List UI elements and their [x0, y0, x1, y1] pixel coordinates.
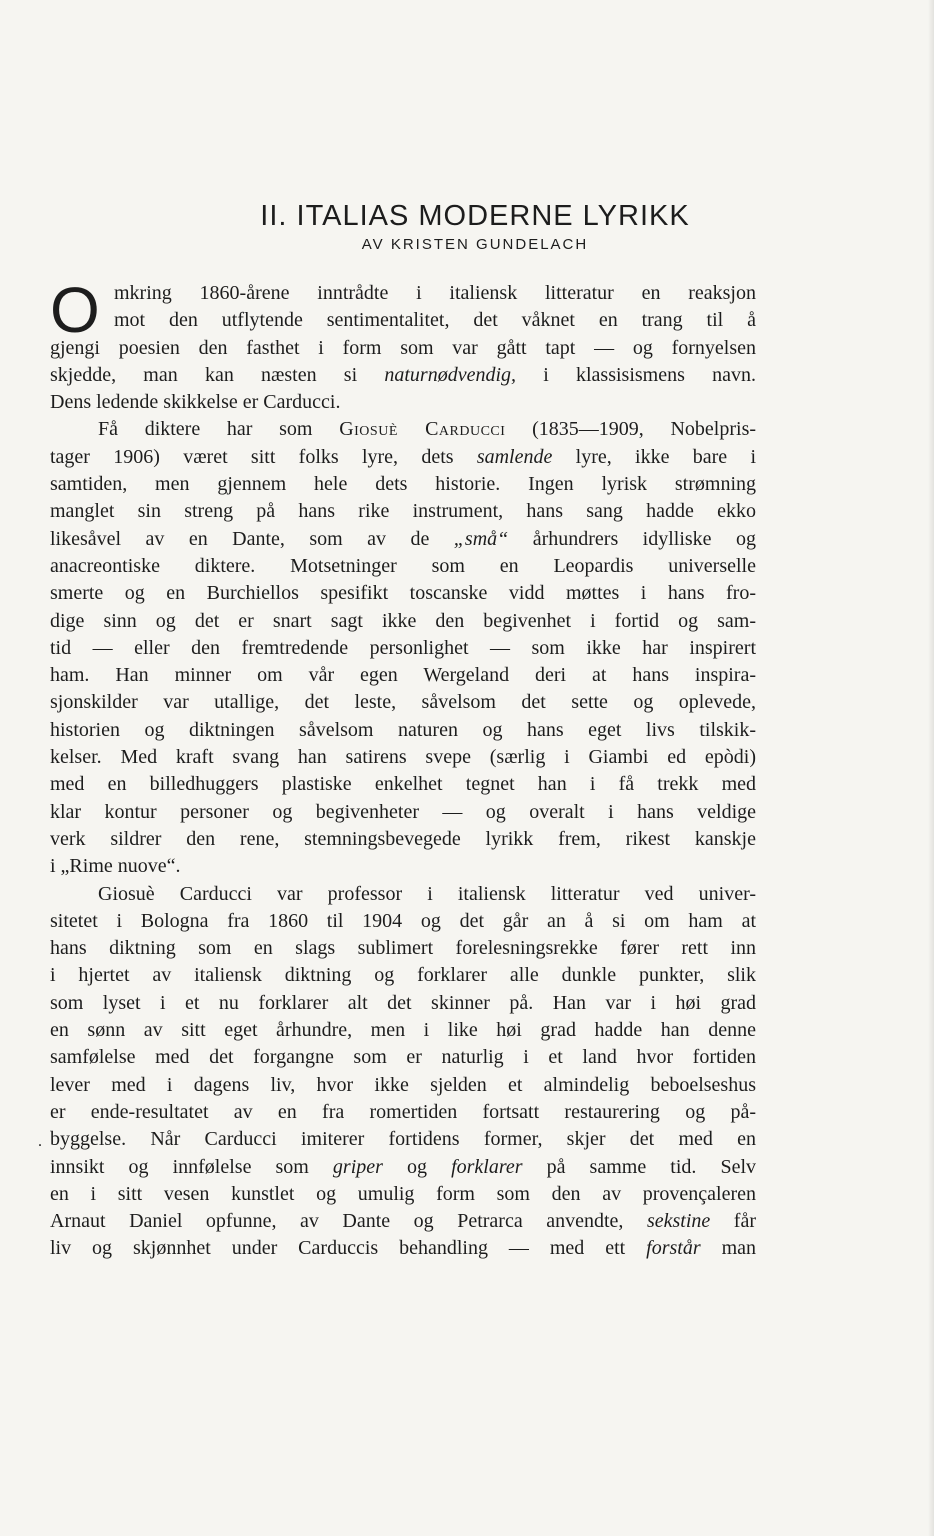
text-segment: byggelse. Når Carducci imiterer fortidens former, skjer det med en [50, 1128, 756, 1151]
italic-text: samlende [476, 445, 553, 468]
text-segment: historien og diktningen såvelsom naturen og hans eget livs tilskik- [50, 718, 756, 741]
text-segment: og [382, 1155, 452, 1178]
text-line [50, 444, 756, 471]
text-segment: klar kontur personer og begivenheter — og overalt i hans veldige [50, 800, 756, 823]
text-segment: (1835—1909, Nobelpris- [505, 418, 756, 441]
text-line [50, 553, 756, 580]
text-segment: lever med i dagens liv, hvor ikke sjelden et almindelig beboelseshus [50, 1073, 756, 1096]
text-line [50, 1126, 756, 1153]
text-line [50, 962, 756, 989]
text-segment: anacreontiske diktere. Motsetninger som en Leopardis universelle [50, 554, 756, 577]
text-line [50, 908, 756, 935]
text-segment: lyre, ikke bare i [552, 445, 756, 468]
text-line [50, 335, 756, 362]
text-segment: Giosuè Carducci var professor i italiensk litteratur ved univer- [98, 882, 756, 905]
text-line [50, 280, 756, 307]
text-segment: smerte og en Burchiellos spesifikt toscanske vidd møttes i hans fro- [50, 582, 756, 605]
text-segment: som lyset i et nu forklarer alt det skinner på. Han var i høi grad [50, 991, 756, 1014]
text-line [50, 1208, 756, 1235]
text-line [50, 1044, 756, 1071]
text-segment: på samme tid. Selv [522, 1155, 756, 1178]
text-line [50, 935, 756, 962]
text-line [50, 853, 756, 880]
text-segment: samfølelse med det forgangne som er naturlig i et land hvor fortiden [50, 1046, 756, 1069]
text-line [50, 416, 756, 443]
chapter-title: II. ITALIAS MODERNE LYRIKK [260, 200, 690, 232]
text-line [50, 1235, 756, 1262]
text-line [50, 689, 756, 716]
text-line [50, 826, 756, 853]
text-segment: man [700, 1237, 756, 1260]
body-text [50, 274, 756, 1263]
text-segment: Arnaut Daniel opfunne, av Dante og Petrarca anvendte, [50, 1210, 647, 1233]
text-line [50, 1181, 756, 1208]
text-line [50, 717, 756, 744]
italic-text: forstår [646, 1237, 701, 1260]
italic-text: sekstine [646, 1210, 711, 1233]
text-segment: Få diktere har som [98, 418, 340, 441]
italic-text: „små“ [453, 527, 509, 550]
text-line [50, 1154, 756, 1181]
text-line [50, 362, 756, 389]
italic-text: griper [332, 1155, 383, 1178]
text-segment: er ende-resultatet av en fra romertiden fortsatt restaurering og på- [50, 1100, 756, 1123]
text-segment: sjonskilder var utallige, det leste, såvelsom det sette og oplevede, [50, 691, 756, 714]
text-segment: i hjertet av italiensk diktning og forklarer alle dunkle punkter, slik [50, 964, 756, 987]
text-segment: i klassisismens navn. [516, 363, 756, 386]
drop-cap: O [50, 274, 100, 346]
text-line [50, 771, 756, 798]
text-segment: i „Rime nuove“. [50, 855, 181, 878]
text-line [50, 1072, 756, 1099]
margin-mark: . [38, 1133, 42, 1150]
text-segment: mkring 1860-årene inntrådte i italiensk litteratur en reaksjon [114, 282, 756, 304]
text-segment: med en billedhuggers plastiske enkelhet tegnet han i få trekk med [50, 773, 756, 796]
text-segment: århundrers idylliske og [508, 527, 756, 550]
text-segment: Dens ledende skikkelse er Carducci. [50, 391, 341, 414]
text-line [50, 881, 756, 908]
italic-text: forklarer [451, 1155, 523, 1178]
text-segment: liv og skjønnhet under Carduccis behandling — med ett [50, 1237, 647, 1260]
text-segment: innsikt og innfølelse som [50, 1155, 333, 1178]
text-segment: en i sitt vesen kunstlet og umulig form som den av provençaleren [50, 1182, 756, 1205]
text-segment: ham. Han minner om vår egen Wergeland deri at hans inspira- [50, 664, 756, 687]
text-segment: skjedde, man kan næsten si [50, 363, 385, 386]
text-line [50, 580, 756, 607]
text-line [50, 799, 756, 826]
text-line [50, 307, 756, 334]
text-segment: gjengi poesien den fasthet i form som var gått tapt — og fornyelsen [50, 336, 756, 359]
text-line [50, 471, 756, 498]
chapter-author: AV KRISTEN GUNDELACH [361, 236, 589, 253]
text-segment: tid — eller den fremtredende personlighet — som ikke har inspirert [50, 636, 756, 659]
small-caps-name: Giosuè Carducci [339, 418, 506, 441]
text-segment: en sønn av sitt eget århundre, men i like høi grad hadde han denne [50, 1019, 756, 1042]
text-line [50, 635, 756, 662]
text-segment: hans diktning som en slags sublimert forelesningsrekke fører rett inn [50, 937, 756, 960]
text-line [50, 526, 756, 553]
text-segment: verk sildrer den rene, stemningsbevegede lyrikk frem, rikest kanskje [50, 827, 756, 850]
text-line [50, 1017, 756, 1044]
text-segment: tager 1906) været sitt folks lyre, dets [50, 445, 477, 468]
text-line [50, 498, 756, 525]
text-segment: får [710, 1210, 756, 1233]
text-segment: likesåvel av en Dante, som av de [50, 527, 454, 550]
text-segment: kelser. Med kraft svang han satirens svepe (særlig i Giambi ed epòdi) [50, 746, 756, 769]
text-line [50, 744, 756, 771]
text-line [50, 389, 756, 416]
text-segment: mot den utflytende sentimentalitet, det våknet en trang til å [114, 309, 756, 332]
italic-text: naturnødvendig, [384, 363, 517, 386]
text-segment: sitetet i Bologna fra 1860 til 1904 og det går an å si om ham at [50, 909, 756, 932]
text-segment: samtiden, men gjennem hele dets historie. Ingen lyrisk strømning [50, 473, 756, 496]
text-line [50, 990, 756, 1017]
text-segment: manglet sin streng på hans rike instrument, hans sang hadde ekko [50, 500, 756, 523]
text-segment: dige sinn og det er snart sagt ikke den begivenhet i fortid og sam- [50, 609, 756, 632]
text-line [50, 662, 756, 689]
text-line [50, 608, 756, 635]
text-line [50, 1099, 756, 1126]
